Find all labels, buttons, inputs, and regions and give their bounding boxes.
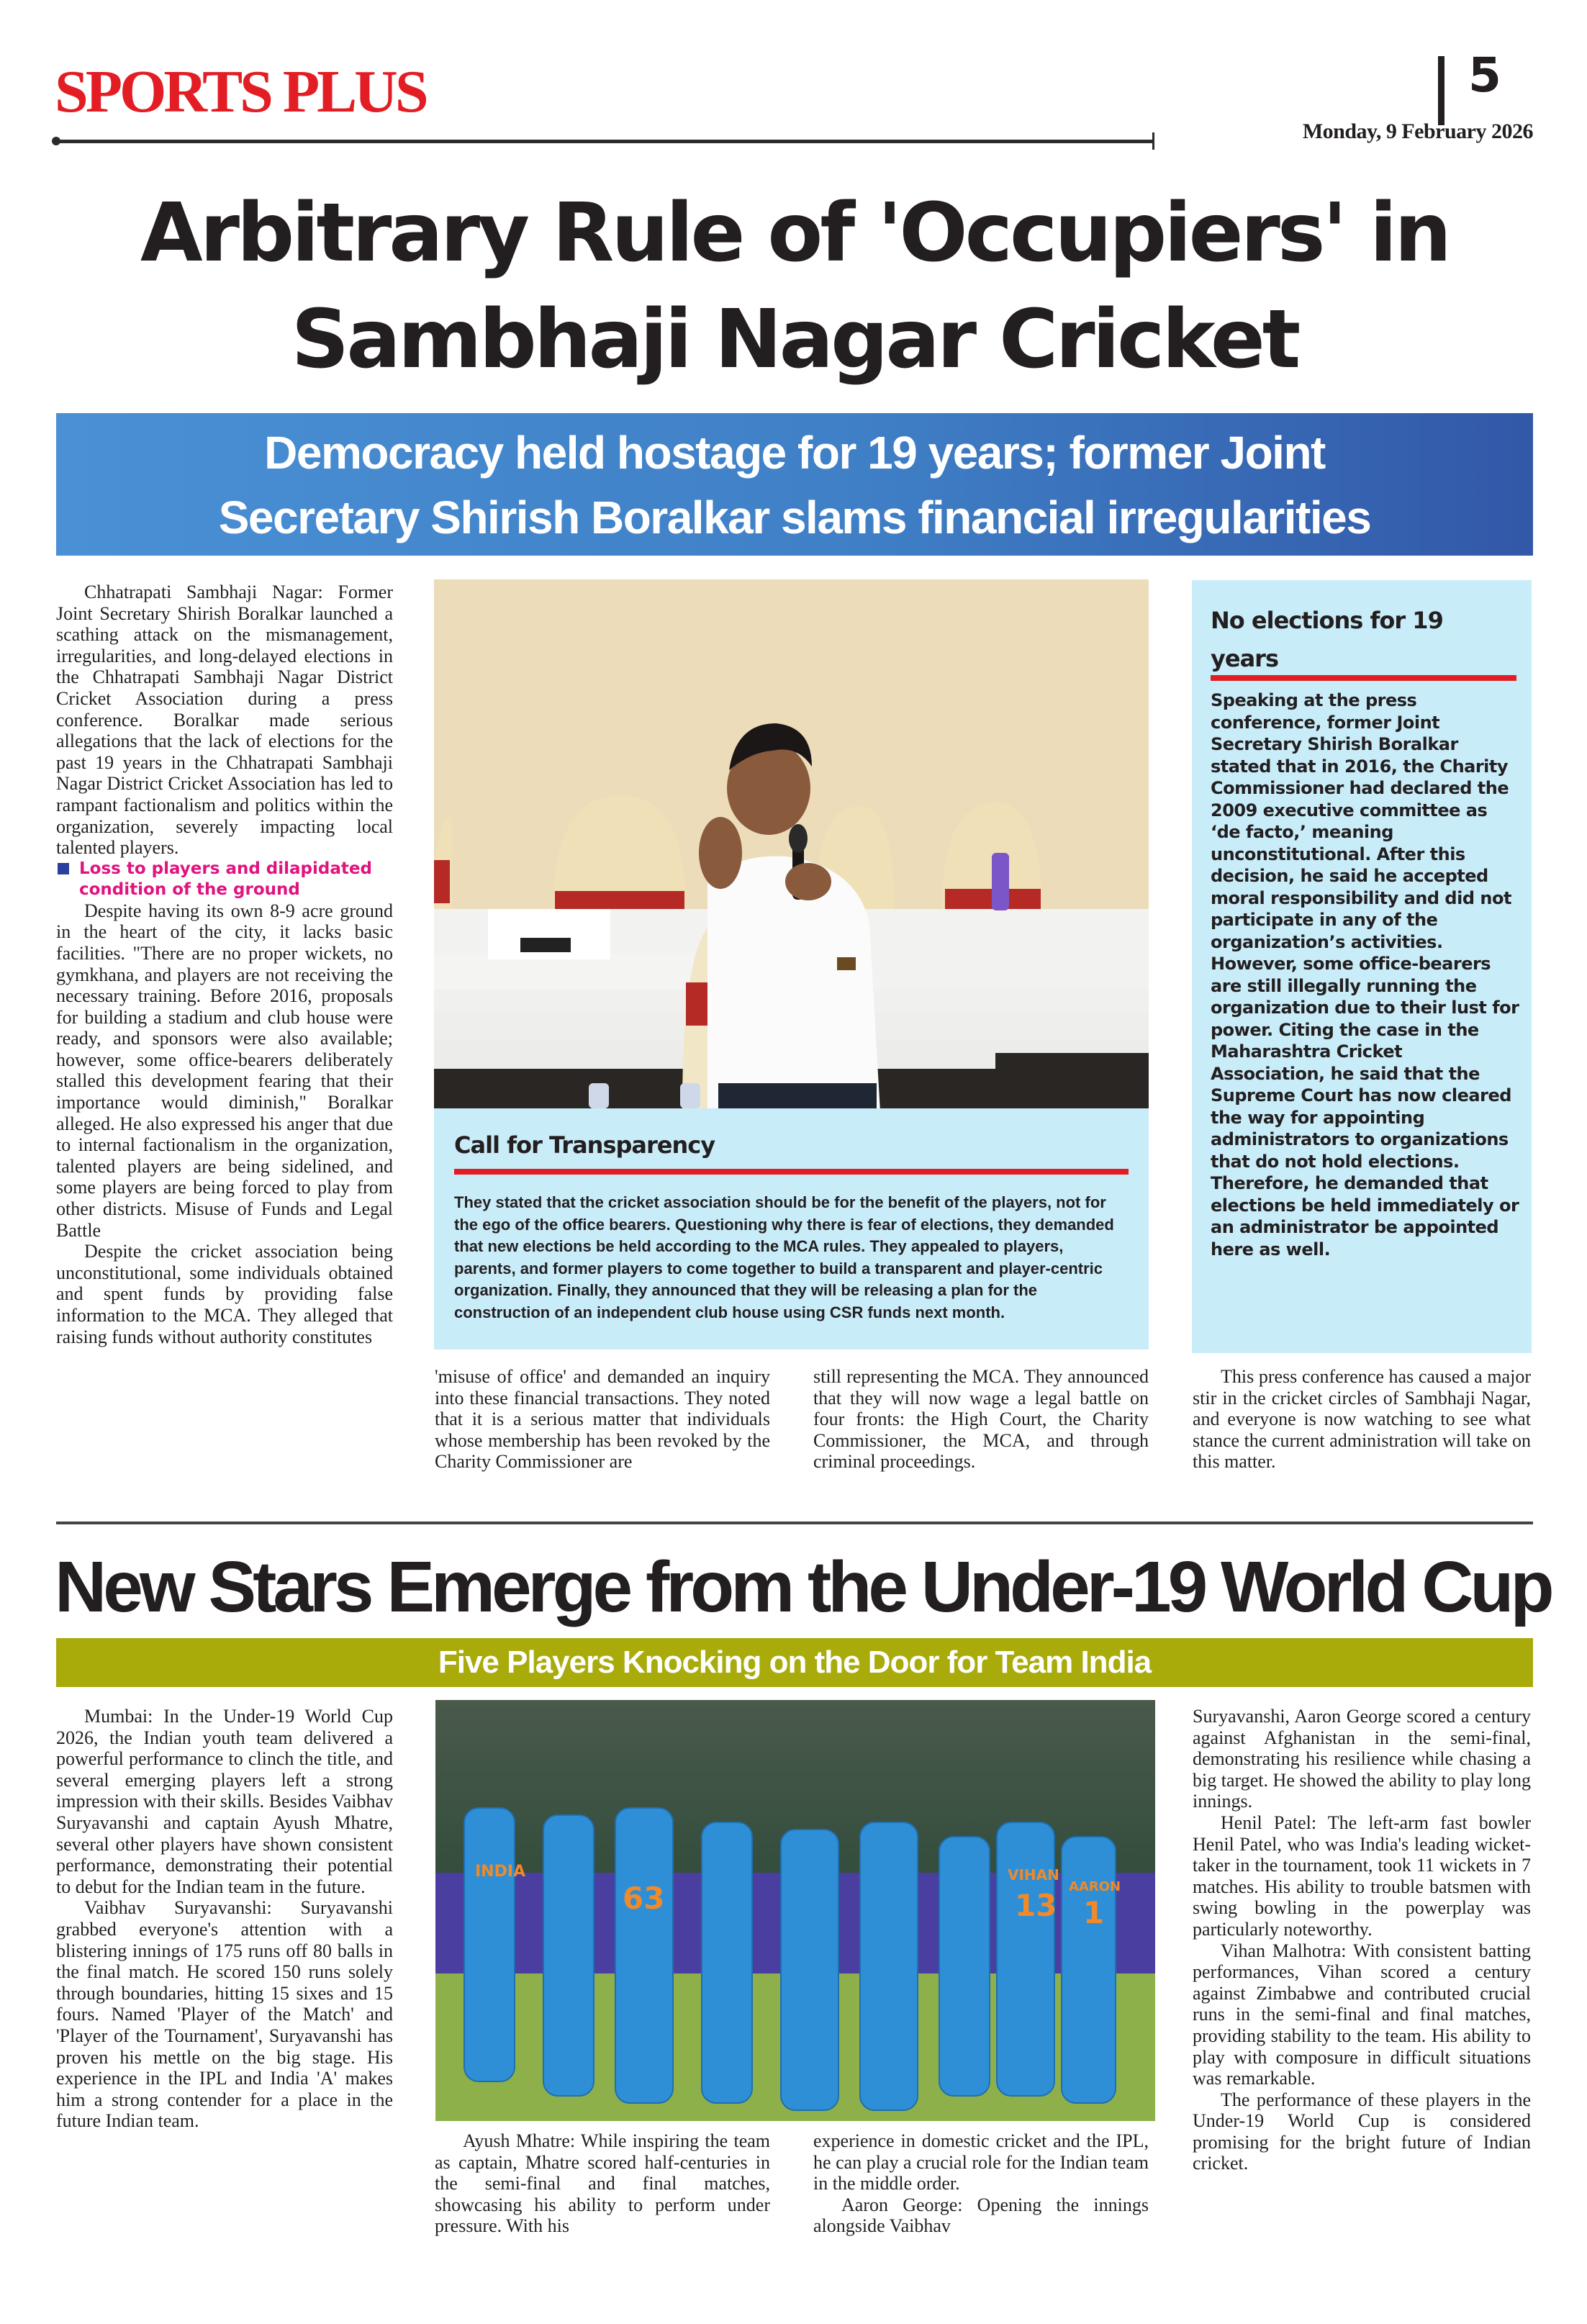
headline-line-2: Sambhaji Nagar Cricket <box>291 293 1298 386</box>
section-title: SPORTS PLUS <box>55 58 426 125</box>
jersey-label: 1 <box>1083 1895 1105 1930</box>
article1-column-2 <box>435 1366 770 1473</box>
article1-paragraph: Despite having its own 8-9 acre ground in the heart of the city, it lacks basic facilities. "There are no proper wickets, no gymkhana, and players are not receiving the necessary training. Before 2016, proposals for building a stadium and club house were ready, and sponsors were also available; however, some office-bearers deliberately stalled this development fearing that their importance would diminish," Boralkar alleged. He also expressed his anger that due to internal factionalism in the organization, talented players are being sidelined, and some players are being forced to play from other districts. Misuse of Funds and Legal Battle <box>56 900 393 1241</box>
call-for-transparency-box <box>434 1108 1149 1349</box>
article1-paragraph: still representing the MCA. They announced that they will now wage a legal battle on four fronts: the High Court, the Charity Commissioner, the MCA, and through criminal proceedings. <box>813 1366 1149 1473</box>
jersey-label: INDIA <box>475 1863 526 1881</box>
article2-headline: New Stars Emerge from the Under-19 World Cup <box>55 1547 1551 1627</box>
no-elections-box <box>1192 580 1532 1353</box>
masthead-rule <box>55 140 1154 143</box>
page-number-bar <box>1438 56 1444 125</box>
headline-line-1: Arbitrary Rule of 'Occupiers' in <box>140 186 1449 280</box>
team-celebration-illustration <box>435 1700 1155 2121</box>
article1-paragraph: 'misuse of office' and demanded an inquiry into these financial transactions. They noted that it is a serious matter that individuals whose membership has been revoked by the Charity Commissioner are <box>435 1366 770 1473</box>
article2-column-3 <box>813 2130 1149 2237</box>
article2-paragraph: experience in domestic cricket and the IPL, he can play a crucial role for the Indian team in the middle order. <box>813 2130 1149 2194</box>
article2-paragraph: Henil Patel: The left-arm fast bowler Henil Patel, who was India's leading wicket-taker in the tournament, took 11 wickets in 7 matches. His ability to trouble batsmen with swing bowling in the powerplay was particularly noteworthy. <box>1193 1812 1531 1940</box>
issue-date: Monday, 9 February 2026 <box>1302 119 1533 143</box>
elections-box-rule <box>1211 675 1516 681</box>
article1-deck-banner <box>56 413 1533 556</box>
deck-line-1: Democracy held hostage for 19 years; former Joint <box>264 427 1325 479</box>
bullet-square-icon <box>58 863 69 874</box>
article2-paragraph: Suryavanshi, Aaron George scored a century against Afghanistan in the semi-final, demonstrating his resilience while chasing a big target. He showed the ability to play long innings. <box>1193 1706 1531 1812</box>
article2-paragraph: Ayush Mhatre: While inspiring the team as captain, Mhatre scored half-centuries in the semi-final and final matches, showcasing his ability to perform under pressure. With his <box>435 2130 770 2237</box>
article1-paragraph: Chhatrapati Sambhaji Nagar: Former Joint Secretary Shirish Boralkar launched a scathing attack on the mismanagement, irregularities, and long-delayed elections in the Chhatrapati Sambhaji Nagar District Cricket Association during a press conference. Boralkar made serious allegations that the lack of elections for the past 19 years in the Chhatrapati Sambhaji Nagar District Cricket Association has led to rampant factionalism and politics within the organization, severely impacting local talented players. <box>56 582 393 859</box>
article1-paragraph: Despite the cricket association being unconstitutional, some individuals obtained and spent funds by providing false information to the MCA. They alleged that raising funds without authority constitutes <box>56 1241 393 1347</box>
article2-paragraph: Vihan Malhotra: With consistent batting performances, Vihan scored a century against Zimbabwe and contributed crucial runs in the semi-final and final matches, providing stability to the team. His ability to play with composure in difficult situations was remarkable. <box>1193 1940 1531 2089</box>
article2-deck-banner: Five Players Knocking on the Door for Team India <box>56 1638 1533 1687</box>
jersey-label: AARON <box>1069 1879 1121 1894</box>
article2-paragraph: Mumbai: In the Under-19 World Cup 2026, the Indian youth team delivered a powerful performance to clinch the title, and several emerging players left a strong impression with their skills. Besides Vaibhav Suryavanshi and captain Ayush Mhatre, several other players have shown consistent performance, demonstrating their potential to debut for the Indian team in the future. <box>56 1706 393 1897</box>
team-india-u19-photo <box>435 1700 1155 2121</box>
article2-paragraph: Vaibhav Suryavanshi: Suryavanshi grabbed everyone's attention with a blistering innings of 175 runs off 80 balls in the final match. He scored 150 runs solely through boundaries, hitting 15 sixes and 15 fours. Named 'Player of the Match' and 'Player of the Tournament', Suryavanshi has proven his mettle on the big stage. His experience in the IPL and India 'A' makes him a strong contender for a place in the future Indian team. <box>56 1897 393 2132</box>
article2-paragraph: The performance of these players in the Under-19 World Cup is considered promising for the bright future of Indian cricket. <box>1193 2089 1531 2174</box>
elections-box-title: No elections for 19 years <box>1211 607 1443 672</box>
transparency-box-body: They stated that the cricket association should be for the benefit of the players, not for the ego of the office bearers. Questioning why there is fear of elections, they demanded that new elections be held according to the MCA rules. They appealed to players, parents, and former players to come together to build a transparent and player-centric organization. Finally, they announced that they will be releasing a plan for the construction of an independent club house using CSR funds next month. <box>454 1193 1114 1321</box>
article2-column-2 <box>435 2130 770 2237</box>
article1-column-3 <box>813 1366 1149 1473</box>
article1-column-4 <box>1193 1366 1531 1473</box>
press-conference-photo <box>434 579 1149 1108</box>
article1-paragraph: This press conference has caused a major stir in the cricket circles of Sambhaji Nagar, and everyone is now watching to see what stance the current administration will take on this matter. <box>1193 1366 1531 1473</box>
jersey-label: 63 <box>623 1881 665 1916</box>
page-number: 5 <box>1468 48 1501 103</box>
article2-column-4 <box>1193 1706 1531 2174</box>
press-conference-illustration <box>434 579 1149 1108</box>
elections-box-body: Speaking at the press conference, former Joint Secretary Shirish Boralkar stated that in 2016, the Charity Commissioner had declared the 2009 executive committee as ‘de facto,’ meaning unconstitutional. After this decision, he said he accepted moral responsibility and did not participate in any of the organization’s activities. However, some office-bearers are still illegally running the organization due to their lust for power. Citing the case in the Maharashtra Cricket Association, he said that the Supreme Court has now cleared the way for appointing administrators to organizations that do not hold elections. Therefore, he demanded that elections be held immediately or an administrator be appointed here as well. <box>1211 690 1519 1260</box>
article1-headline <box>55 180 1534 393</box>
article-divider <box>56 1522 1533 1524</box>
article1-subhead <box>56 859 393 900</box>
jersey-label: 13 <box>1015 1888 1057 1923</box>
jersey-label: VIHAN <box>1008 1866 1059 1884</box>
article2-column-1 <box>56 1706 393 2132</box>
article2-paragraph: Aaron George: Opening the innings alongside Vaibhav <box>813 2194 1149 2237</box>
transparency-box-title: Call for Transparency <box>454 1131 715 1159</box>
subhead-text: Loss to players and dilapidated condition of the ground <box>79 859 372 899</box>
article1-column-1 <box>56 582 393 1347</box>
transparency-box-rule <box>454 1169 1129 1175</box>
deck-line-2: Secretary Shirish Boralkar slams financial irregularities <box>218 492 1371 543</box>
